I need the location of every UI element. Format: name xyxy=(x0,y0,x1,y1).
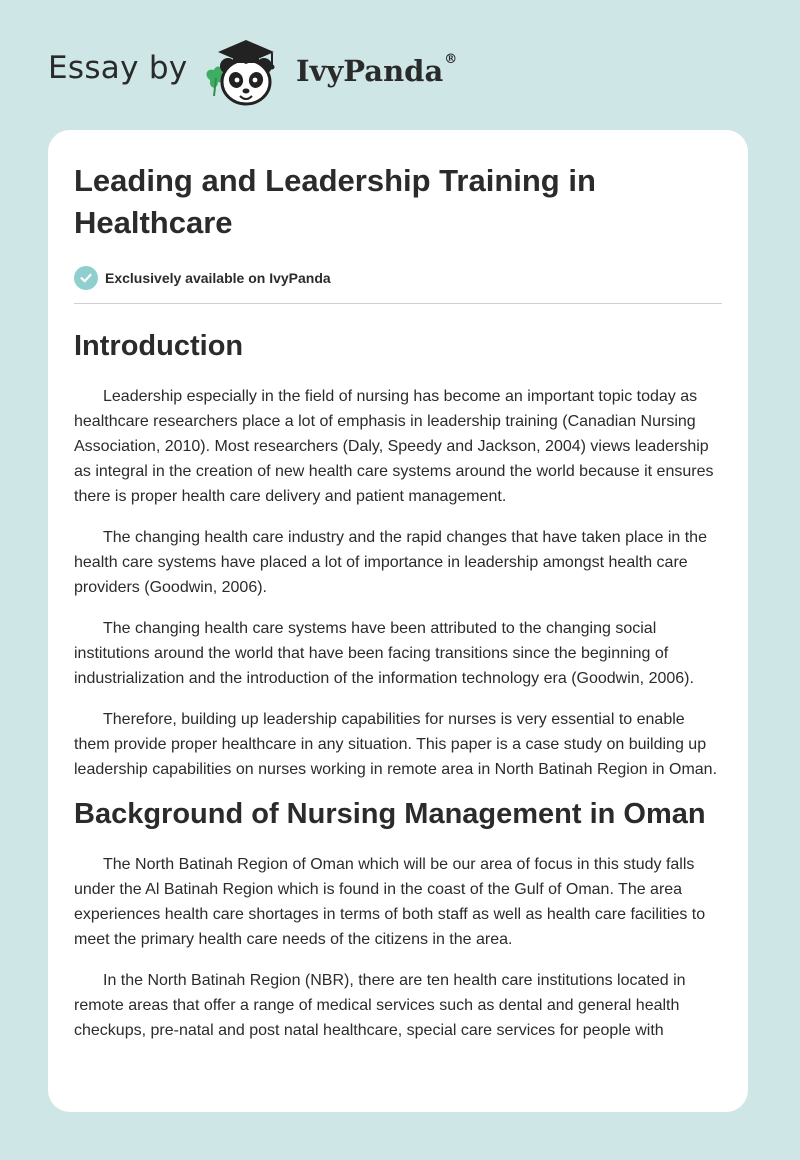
paragraph: The North Batinah Region of Oman which will be our area of focus in this study falls under the Al Batinah Region which is found in the coast of the Gulf of Oman. The area experiences health care shortages in terms of both staff as well as health care facilities to meet the primary health care needs of the citizens in the area. xyxy=(74,856,706,948)
brand-text: IvyPanda xyxy=(296,54,444,88)
paragraph: The changing health care systems have been attributed to the changing social institutions around the world that have been facing transitions since the beginning of industrialization and the introduction of the information technology era (Goodwin, 2006). xyxy=(74,620,694,687)
panda-logo-icon[interactable] xyxy=(200,36,292,108)
check-circle-icon xyxy=(74,266,98,290)
paragraph: Therefore, building up leadership capabilities for nurses is very essential to enable them provide proper healthcare in any situation. This paper is a case study on building up leadership capabilities on nurses working in remote area in North Batinah Region in Oman. xyxy=(74,711,718,778)
paragraph: In the North Batinah Region (NBR), there are ten health care institutions located in remote areas that offer a range of medical services such as dental and general health checkups, pre-natal and post natal healthcare, special care services for people with xyxy=(74,972,686,1039)
brand-name[interactable] xyxy=(296,54,457,88)
registered-mark: ® xyxy=(444,52,458,67)
essay-content xyxy=(74,160,722,1043)
exclusive-badge xyxy=(74,266,722,290)
site-header xyxy=(0,0,800,120)
exclusive-badge-label: Exclusively available on IvyPanda xyxy=(105,270,331,286)
paragraph: The changing health care industry and the rapid changes that have taken place in the health care systems have placed a lot of importance in leadership amongst health care providers (Goodwin, 2006). xyxy=(74,529,707,596)
divider xyxy=(74,303,722,304)
section-heading: Background of Nursing Management in Oman xyxy=(74,798,706,830)
paragraph: Leadership especially in the field of nursing has become an important topic today as healthcare researchers place a lot of emphasis in leadership training (Canadian Nursing Association, 2010). Most researchers (Daly, Speedy and Jackson, 2004) views leadership as integral in the creation of new health care systems around the world because it ensures there is proper health care delivery and patient management. xyxy=(74,388,714,505)
page-title: Leading and Leadership Training in Healthcare xyxy=(74,163,596,240)
essay-card xyxy=(48,130,748,1112)
essay-by-label: Essay by xyxy=(48,50,188,86)
section-introduction xyxy=(74,328,722,782)
section-heading: Introduction xyxy=(74,330,244,362)
section-background xyxy=(74,796,722,1043)
